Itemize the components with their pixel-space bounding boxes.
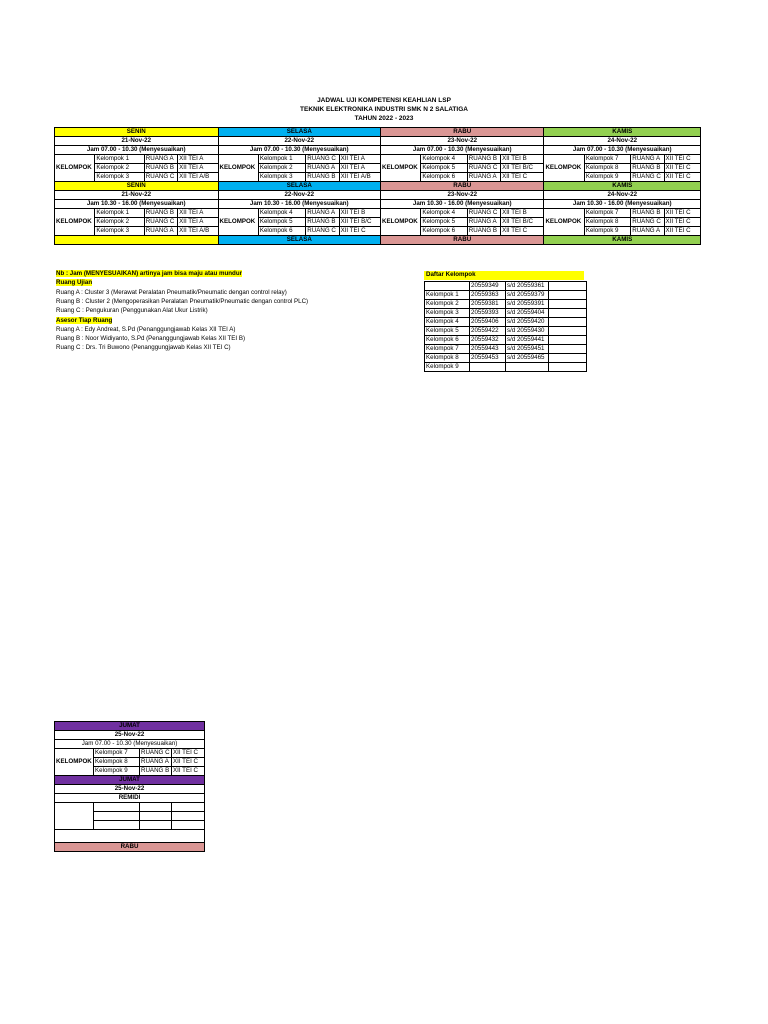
cell: RUANG B: [140, 767, 172, 776]
time-rabu-2: Jam 10.30 - 16.00 (Menyesuaikan): [381, 200, 544, 209]
time-selasa-1: Jam 07.00 - 10.30 (Menyesuaikan): [218, 146, 381, 155]
cell: RUANG B: [144, 209, 177, 218]
date-rabu: 23-Nov-22: [381, 137, 544, 146]
cell: RUANG A: [306, 164, 339, 173]
remidi-row: [55, 794, 205, 803]
ruang-heading-text: Ruang Ujian: [56, 279, 93, 286]
table-row: [55, 173, 701, 182]
cell: s/d 20559404: [506, 309, 549, 318]
cell: XII TEI A/B: [178, 227, 218, 236]
table-row: [425, 363, 587, 372]
cell: 20559381: [470, 300, 506, 309]
cell: RUANG B: [306, 173, 339, 182]
cell: 20559363: [470, 291, 506, 300]
cell: RUANG A: [631, 155, 664, 164]
day-senin: SENIN: [55, 128, 219, 137]
cell: XII TEI A: [339, 164, 380, 173]
cell: [94, 803, 140, 812]
table-row: [425, 336, 587, 345]
date-kamis: 24-Nov-22: [544, 191, 701, 200]
cell: RUANG C: [141, 749, 170, 756]
table-row: [55, 155, 701, 164]
table-row: [425, 300, 587, 309]
date-row: [55, 731, 205, 740]
cell: XII TEI C: [664, 218, 700, 227]
cell: Kelompok 7: [584, 155, 630, 164]
cell: Kelompok 4: [258, 209, 305, 218]
day-kamis: KAMIS: [544, 182, 701, 191]
cell: [549, 363, 587, 372]
date-selasa: 22-Nov-22: [218, 191, 381, 200]
table-row: [425, 309, 587, 318]
cell: Kelompok 9: [425, 363, 470, 372]
asesor-heading: [56, 317, 112, 325]
cell: Kelompok 5: [425, 327, 470, 336]
date-senin: 21-Nov-22: [55, 137, 219, 146]
time-jumat: Jam 07.00 - 10.30 (Menyesuaikan): [55, 740, 205, 749]
kelompok-label: KELOMPOK: [55, 209, 95, 236]
cell: Kelompok 7: [94, 749, 140, 758]
time-senin-1: Jam 07.00 - 10.30 (Menyesuaikan): [55, 146, 219, 155]
day-jumat: JUMAT: [55, 722, 205, 731]
footer-row: [55, 236, 701, 245]
cell: RUANG C: [306, 155, 339, 164]
cell: s/d 20559361: [506, 282, 549, 291]
cell: XII TEI B: [501, 209, 544, 218]
cell: Kelompok 7: [584, 209, 630, 218]
footer-row: [55, 843, 205, 852]
cell: s/d 20559379: [506, 291, 549, 300]
cell: RUANG B: [631, 164, 664, 173]
table-row: [425, 354, 587, 363]
cell: Kelompok 2: [425, 300, 470, 309]
day-senin: SENIN: [55, 182, 219, 191]
cell: RUANG B: [144, 164, 177, 173]
cell: XII TEI A: [178, 164, 218, 173]
cell: Kelompok 1: [95, 209, 144, 218]
cell: RUANG A: [631, 227, 664, 236]
date-selasa: 22-Nov-22: [218, 137, 381, 146]
cell: 20559349: [470, 282, 506, 291]
cell: XII TEI C: [664, 155, 700, 164]
cell: [549, 354, 587, 363]
ruang-b-note: Ruang B : Cluster 2 (Mengoperasikan Peralatan Pneumatik/Pneumatic dengan control PLC): [56, 298, 309, 305]
kelompok-label: KELOMPOK: [55, 155, 95, 182]
asesor-a-note: Ruang A : Edy Andreat, S.Pd (Penanggungjawab Kelas XII TEI A): [56, 326, 236, 333]
cell: s/d 20559441: [506, 336, 549, 345]
ruang-heading: [56, 279, 92, 287]
cell: Kelompok 2: [95, 218, 144, 227]
cell: [549, 291, 587, 300]
date-rabu: 23-Nov-22: [381, 191, 544, 200]
date-row: [55, 191, 701, 200]
day-header-row: [55, 776, 205, 785]
cell: Kelompok 4: [421, 209, 467, 218]
daftar-heading: Daftar Kelompok: [426, 271, 476, 278]
cell: Kelompok 3: [425, 309, 470, 318]
table-row: [425, 345, 587, 354]
cell: Kelompok 6: [258, 227, 305, 236]
cell: 20559432: [470, 336, 506, 345]
cell: 20559443: [470, 345, 506, 354]
table-row: [55, 227, 701, 236]
cell: RUANG A: [144, 155, 177, 164]
cell: [549, 318, 587, 327]
cell: [549, 282, 587, 291]
footer-kamis: KAMIS: [544, 236, 701, 245]
asesor-heading-text: Asesor Tiap Ruang: [56, 317, 113, 324]
cell: RUANG A: [467, 218, 500, 227]
cell: RUANG C: [467, 209, 500, 218]
cell: XII TEI C: [501, 173, 544, 182]
time-row: [55, 146, 701, 155]
day-rabu: RABU: [381, 182, 544, 191]
cell: Kelompok 7: [425, 345, 470, 354]
time-row: [55, 740, 205, 749]
cell: [94, 821, 140, 830]
cell: s/d 20559451: [506, 345, 549, 354]
table-row: [55, 749, 205, 758]
kelompok-label: KELOMPOK: [381, 209, 421, 236]
doc-title-1: JADWAL UJI KOMPETENSI KEAHLIAN LSP: [317, 97, 451, 104]
table-row: [55, 218, 701, 227]
cell: [140, 803, 172, 812]
cell: Kelompok 9: [584, 173, 630, 182]
cell: 20559393: [470, 309, 506, 318]
cell: s/d 20559430: [506, 327, 549, 336]
day-header-row: [55, 722, 205, 731]
date-row: [55, 785, 205, 794]
cell: XII TEI B: [339, 209, 380, 218]
cell: RUANG B: [467, 155, 500, 164]
cell: XII TEI C: [172, 758, 205, 767]
spacer-row: [55, 830, 205, 843]
footer-rabu: RABU: [381, 236, 544, 245]
cell: [172, 821, 205, 830]
table-row: [425, 327, 587, 336]
cell: [549, 345, 587, 354]
cell: RUANG B: [631, 209, 664, 218]
note-nb-text: Nb : Jam (MENYESUAIKAN) artinya jam bisa maju atau mundur: [56, 270, 243, 277]
cell: RUANG A: [306, 209, 339, 218]
cell: Kelompok 4: [421, 155, 467, 164]
cell: [506, 363, 549, 372]
cell: Kelompok 8: [584, 164, 630, 173]
time-rabu-1: Jam 07.00 - 10.30 (Menyesuaikan): [381, 146, 544, 155]
cell: Kelompok 6: [421, 227, 467, 236]
cell: Kelompok 1: [95, 155, 144, 164]
cell: XII TEI B/C: [501, 218, 544, 227]
day-jumat-2: JUMAT: [55, 776, 205, 785]
day-header-row: [55, 128, 701, 137]
cell: [172, 803, 205, 812]
date-row: [55, 137, 701, 146]
cell: 20559453: [470, 354, 506, 363]
cell: Kelompok 6: [421, 173, 467, 182]
cell: XII TEI A: [339, 155, 380, 164]
cell: Kelompok 2: [258, 164, 305, 173]
cell: Kelompok 9: [584, 227, 630, 236]
cell: XII TEI C: [339, 227, 380, 236]
cell: s/d 20559391: [506, 300, 549, 309]
cell: [94, 812, 140, 821]
footer-senin: [55, 236, 219, 245]
cell: [470, 363, 506, 372]
cell: RUANG C: [467, 164, 500, 173]
cell: RUANG C: [631, 218, 664, 227]
cell: [140, 812, 172, 821]
daftar-table: [424, 281, 587, 372]
cell: RUANG C: [306, 227, 339, 236]
date-senin: 21-Nov-22: [55, 191, 219, 200]
asesor-c-note: Ruang C : Drs. Tri Buwono (Penanggungjawab Kelas XII TEI C): [56, 344, 231, 351]
date-jumat-2: 25-Nov-22: [55, 785, 205, 794]
kelompok-label: KELOMPOK: [55, 749, 94, 776]
cell: Kelompok 3: [258, 173, 305, 182]
footer-rabu-jumat: RABU: [55, 843, 205, 852]
time-row: [55, 200, 701, 209]
doc-title-3: TAHUN 2022 - 2023: [354, 115, 414, 122]
table-row: [55, 209, 701, 218]
day-kamis: KAMIS: [544, 128, 701, 137]
cell: XII TEI C: [664, 164, 700, 173]
cell: XII TEI B: [501, 155, 544, 164]
cell: Kelompok 2: [95, 164, 144, 173]
cell: Kelompok 1: [425, 291, 470, 300]
cell: XII TEI A: [178, 155, 218, 164]
doc-title-2: TEKNIK ELEKTRONIKA INDUSTRI SMK N 2 SALATIGA: [300, 106, 468, 113]
cell: Kelompok 5: [421, 218, 467, 227]
cell: Kelompok 5: [421, 164, 467, 173]
cell: RUANG A: [467, 173, 500, 182]
day-selasa: SELASA: [218, 128, 381, 137]
cell: [55, 830, 205, 843]
time-selasa-2: Jam 10.30 - 16.00 (Menyesuaikan): [218, 200, 381, 209]
cell: s/d 20559465: [506, 354, 549, 363]
asesor-b-note: Ruang B : Noor Widiyanto, S.Pd (Penanggungjawab Kelas XII TEI B): [56, 335, 246, 342]
cell: Kelompok 4: [425, 318, 470, 327]
table-row: [425, 282, 587, 291]
remidi-label: REMIDI: [55, 794, 205, 803]
cell: XII TEI A/B: [178, 173, 218, 182]
footer-selasa: SELASA: [218, 236, 381, 245]
time-senin-2: Jam 10.30 - 16.00 (Menyesuaikan): [55, 200, 219, 209]
cell: [549, 336, 587, 345]
time-kamis-1: Jam 07.00 - 10.30 (Menyesuaikan): [544, 146, 701, 155]
time-kamis-2: Jam 10.30 - 16.00 (Menyesuaikan): [544, 200, 701, 209]
cell: [172, 812, 205, 821]
cell: RUANG A: [144, 227, 177, 236]
cell: Kelompok 3: [95, 173, 144, 182]
cell: XII TEI C: [664, 209, 700, 218]
cell: XII TEI C: [501, 227, 544, 236]
cell: [55, 803, 94, 830]
cell: XII TEI C: [172, 767, 205, 776]
cell: XII TEI B/C: [501, 164, 544, 173]
kelompok-label: KELOMPOK: [544, 155, 584, 182]
cell: Kelompok 6: [425, 336, 470, 345]
schedule-table: [54, 127, 701, 245]
cell: XII TEI A: [178, 218, 218, 227]
day-rabu: RABU: [381, 128, 544, 137]
cell: RUANG B: [306, 218, 339, 227]
table-row: [425, 318, 587, 327]
cell: RUANG A: [140, 758, 172, 767]
cell: RUANG C: [631, 173, 664, 182]
cell: [549, 309, 587, 318]
friday-table: [54, 721, 205, 852]
cell: RUANG B: [467, 227, 500, 236]
cell: Kelompok 8: [425, 354, 470, 363]
kelompok-label: KELOMPOK: [381, 155, 421, 182]
cell: 20559422: [470, 327, 506, 336]
cell: Kelompok 5: [258, 218, 305, 227]
cell: 20559406: [470, 318, 506, 327]
cell: Kelompok 9: [94, 767, 140, 776]
date-jumat: 25-Nov-22: [55, 731, 205, 740]
cell: RUANG C: [144, 218, 177, 227]
cell: Kelompok 3: [95, 227, 144, 236]
cell: XII TEI C: [172, 749, 205, 758]
cell: RUANG C: [144, 173, 177, 182]
table-row: [55, 803, 205, 812]
cell: s/d 20559420: [506, 318, 549, 327]
cell: [425, 282, 470, 291]
cell: [140, 821, 172, 830]
cell: [549, 327, 587, 336]
kelompok-label: KELOMPOK: [218, 155, 258, 182]
cell: XII TEI A: [178, 209, 218, 218]
cell: Kelompok 1: [258, 155, 305, 164]
date-kamis: 24-Nov-22: [544, 137, 701, 146]
ruang-a-note: Ruang A : Cluster 3 (Merawat Peralatan Pneumatik/Pneumatic dengan control relay): [56, 289, 287, 296]
table-row: [55, 164, 701, 173]
day-header-row: [55, 182, 701, 191]
kelompok-label: KELOMPOK: [218, 209, 258, 236]
kelompok-label: KELOMPOK: [544, 209, 584, 236]
cell: XII TEI B/C: [339, 218, 380, 227]
day-selasa: SELASA: [218, 182, 381, 191]
table-row: [425, 291, 587, 300]
cell: XII TEI C: [664, 227, 700, 236]
cell: [549, 300, 587, 309]
cell: XII TEI C: [664, 173, 700, 182]
ruang-c-note: Ruang C : Pengukuran (Penggunakan Alat Ukur Listrik): [56, 307, 208, 314]
cell: XII TEI A/B: [339, 173, 380, 182]
cell: Kelompok 8: [94, 758, 140, 767]
cell: Kelompok 8: [584, 218, 630, 227]
note-nb: [56, 270, 242, 278]
